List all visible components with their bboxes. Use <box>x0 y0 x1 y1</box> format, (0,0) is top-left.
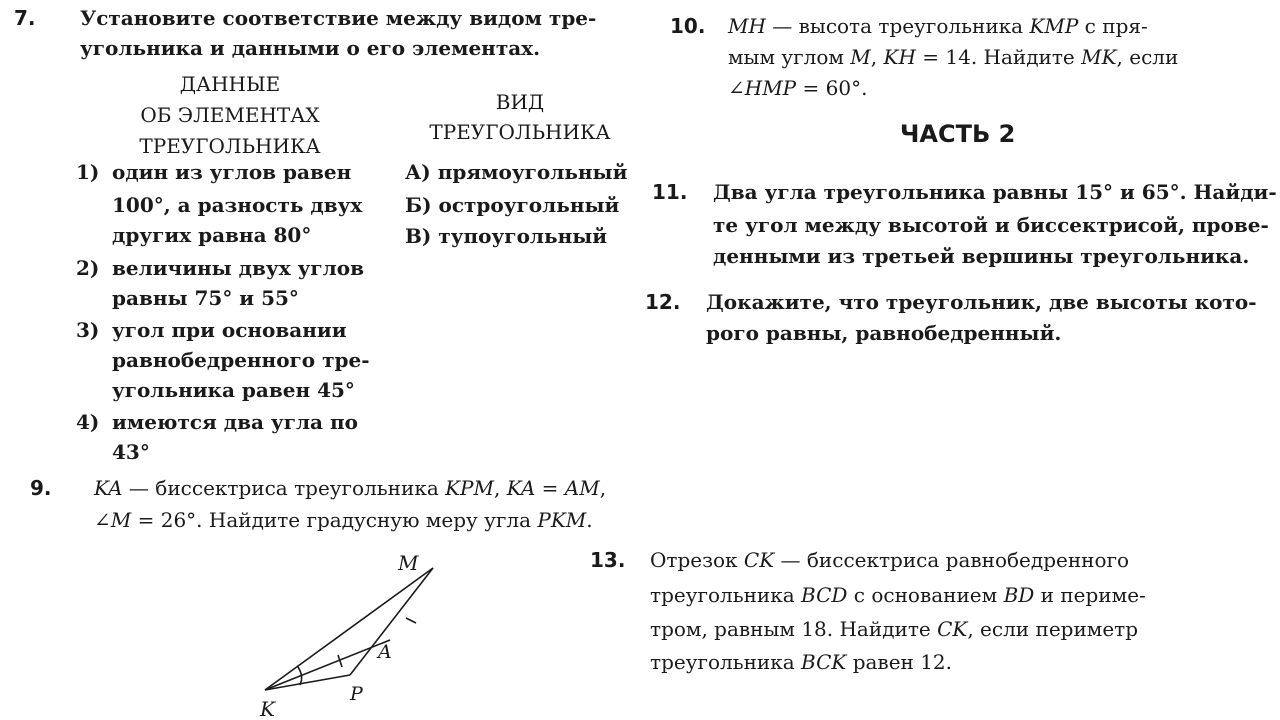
problem-10-number: 10. <box>670 14 706 38</box>
problem-9-number: 9. <box>30 476 52 500</box>
right-header-line1: ВИД <box>495 90 545 114</box>
label-k: K <box>260 697 275 720</box>
item-2-line1: величины двух углов <box>112 256 364 280</box>
item-1-line3: других равна 80° <box>112 223 312 247</box>
problem-9-line1: KA — биссектриса треугольника KPM, KA = AM, <box>94 476 607 500</box>
part-2-title: ЧАСТЬ 2 <box>900 120 1016 148</box>
problem-12-line2: рого равны, равнобедренный. <box>706 321 1062 345</box>
left-header-line3: ТРЕУГОЛЬНИКА <box>139 134 321 158</box>
left-header-line1: ДАННЫЕ <box>179 72 281 96</box>
item-3-number: 3) <box>76 318 100 342</box>
item-3-line3: угольника равен 45° <box>112 378 355 402</box>
left-header-line2: ОБ ЭЛЕМЕНТАХ <box>140 103 320 127</box>
triangle-figure <box>240 540 460 720</box>
problem-12-line1: Докажите, что треугольник, две высоты кото- <box>706 290 1257 314</box>
problem-7-text-line1: Установите соответствие между видом тре- <box>80 6 597 30</box>
item-3-line2: равнобедренного тре- <box>112 348 370 372</box>
problem-13-line3: тром, равным 18. Найдите CK, если периметр <box>650 617 1139 641</box>
segment-kp <box>265 675 350 690</box>
option-b: Б) остроугольный <box>405 193 620 217</box>
item-2-number: 2) <box>76 256 100 280</box>
problem-9-line2: ∠M = 26°. Найдите градусную меру угла PKM. <box>94 508 593 532</box>
item-1-number: 1) <box>76 160 100 184</box>
item-4-line1: имеются два угла по <box>112 410 358 434</box>
problem-10-line1: MH — высота треугольника KMP с пря- <box>728 14 1148 38</box>
problem-11-number: 11. <box>652 180 688 204</box>
item-3-line1: угол при основании <box>112 318 347 342</box>
problem-13-line1: Отрезок CK — биссектриса равнобедренного <box>650 548 1130 572</box>
problem-13-number: 13. <box>590 548 626 572</box>
item-1-line2: 100°, а разность двух <box>112 193 363 217</box>
item-4-line2: 43° <box>112 440 150 464</box>
problem-11-line1: Два угла треугольника равны 15° и 65°. Найди- <box>713 180 1277 204</box>
segment-ka <box>265 640 390 690</box>
option-a: А) прямоугольный <box>405 160 628 184</box>
item-1-line1: один из углов равен <box>112 160 352 184</box>
right-header-line2: ТРЕУГОЛЬНИКА <box>429 120 611 144</box>
problem-7-number: 7. <box>14 6 36 30</box>
tick-am <box>406 618 416 623</box>
problem-10-line3: ∠HMP = 60°. <box>728 76 868 100</box>
label-p: P <box>350 683 363 705</box>
problem-11-line3: денными из третьей вершины треугольника. <box>713 244 1250 268</box>
item-4-number: 4) <box>76 410 100 434</box>
problem-7-text-line2: угольника и данными о его элементах. <box>80 36 541 60</box>
problem-12-number: 12. <box>645 290 681 314</box>
item-2-line2: равны 75° и 55° <box>112 286 299 310</box>
problem-13-line4: треугольника BCK равен 12. <box>650 650 953 674</box>
label-m: M <box>398 551 419 575</box>
problem-10-line2: мым углом M, KH = 14. Найдите MK, если <box>728 45 1179 69</box>
problem-11-line2: те угол между высотой и биссектрисой, прове- <box>713 213 1269 237</box>
segment-km <box>265 568 433 690</box>
option-c: В) тупоугольный <box>405 224 608 248</box>
problem-13-line2: треугольника BCD с основанием BD и периме- <box>650 583 1146 607</box>
label-a: A <box>378 641 392 663</box>
